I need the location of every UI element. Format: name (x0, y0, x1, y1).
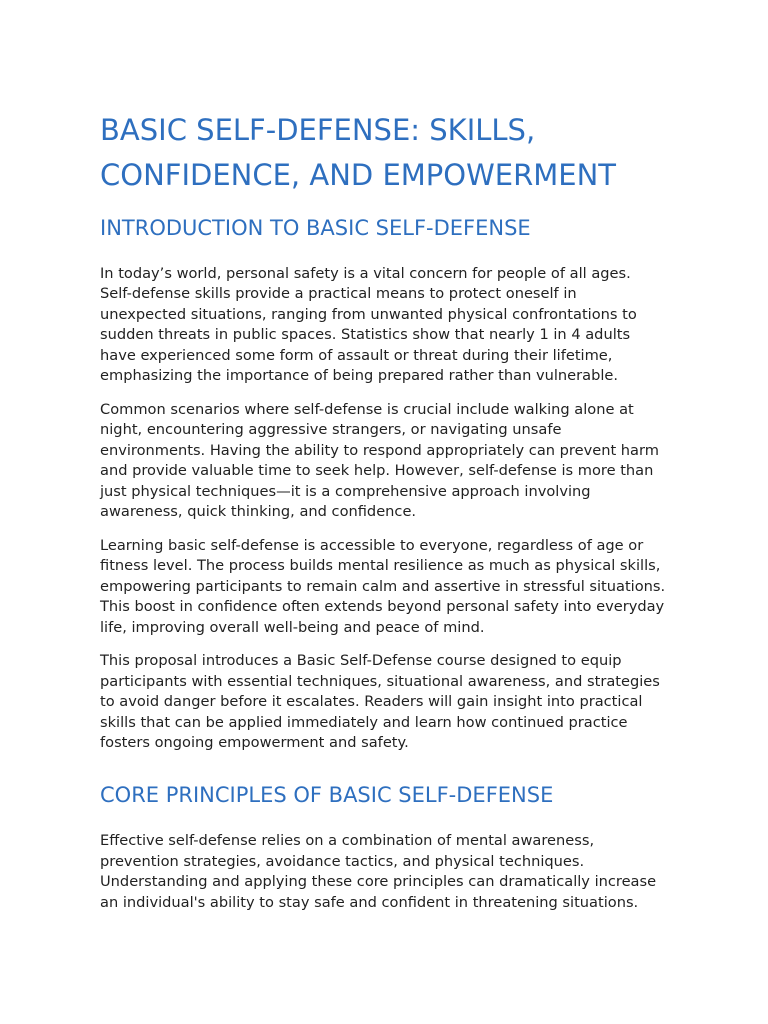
core-principles-paragraph-1: Effective self-defense relies on a combination of mental awareness, prevention strategies, avoidance tactics, and physical techniques. Understanding and applying these core principles can dramatically increase an individual's ability to stay safe and confident in threatening situations. (100, 832, 657, 911)
section-heading-core-principles: CORE PRINCIPLES OF BASIC SELF-DEFENSE (100, 783, 554, 808)
intro-paragraph-2: Common scenarios where self-defense is crucial include walking alone at night, encountering aggressive strangers, or navigating unsafe environments. Having the ability to respond appropriately can prevent harm and provide valuable time to seek help. However, self-defense is more than just physical techniques—it is a comprehensive approach involving awareness, quick thinking, and confidence. (100, 400, 659, 520)
document-page (100, 108, 666, 913)
section-introduction (100, 214, 666, 753)
section-heading-introduction: INTRODUCTION TO BASIC SELF-DEFENSE (100, 216, 531, 240)
intro-paragraph-3: Learning basic self-defense is accessible to everyone, regardless of age or fitness level. The process builds mental resilience as much as physical skills, empowering participants to remain calm and assertive in stressful situations. This boost in confidence often extends beyond personal safety into everyday life, improving overall well-being and peace of mind. (100, 536, 666, 636)
section-core-principles (100, 781, 666, 913)
intro-paragraph-1: In today’s world, personal safety is a vital concern for people of all ages. Self-defense skills provide a practical means to protect oneself in unexpected situations, ranging from unwanted physical confrontations to sudden threats in public spaces. Statistics show that nearly 1 in 4 adults have experienced some form of assault or threat during their lifetime, emphasizing the importance of being prepared rather than vulnerable. (100, 265, 637, 385)
intro-paragraph-4: This proposal introduces a Basic Self-Defense course designed to equip participants with essential techniques, situational awareness, and strategies to avoid danger before it escalates. Readers will gain insight into practical skills that can be applied immediately and learn how continued practice fosters ongoing empowerment and safety. (100, 652, 660, 752)
document-title: BASIC SELF-DEFENSE: SKILLS, CONFIDENCE, AND EMPOWERMENT (100, 113, 616, 192)
